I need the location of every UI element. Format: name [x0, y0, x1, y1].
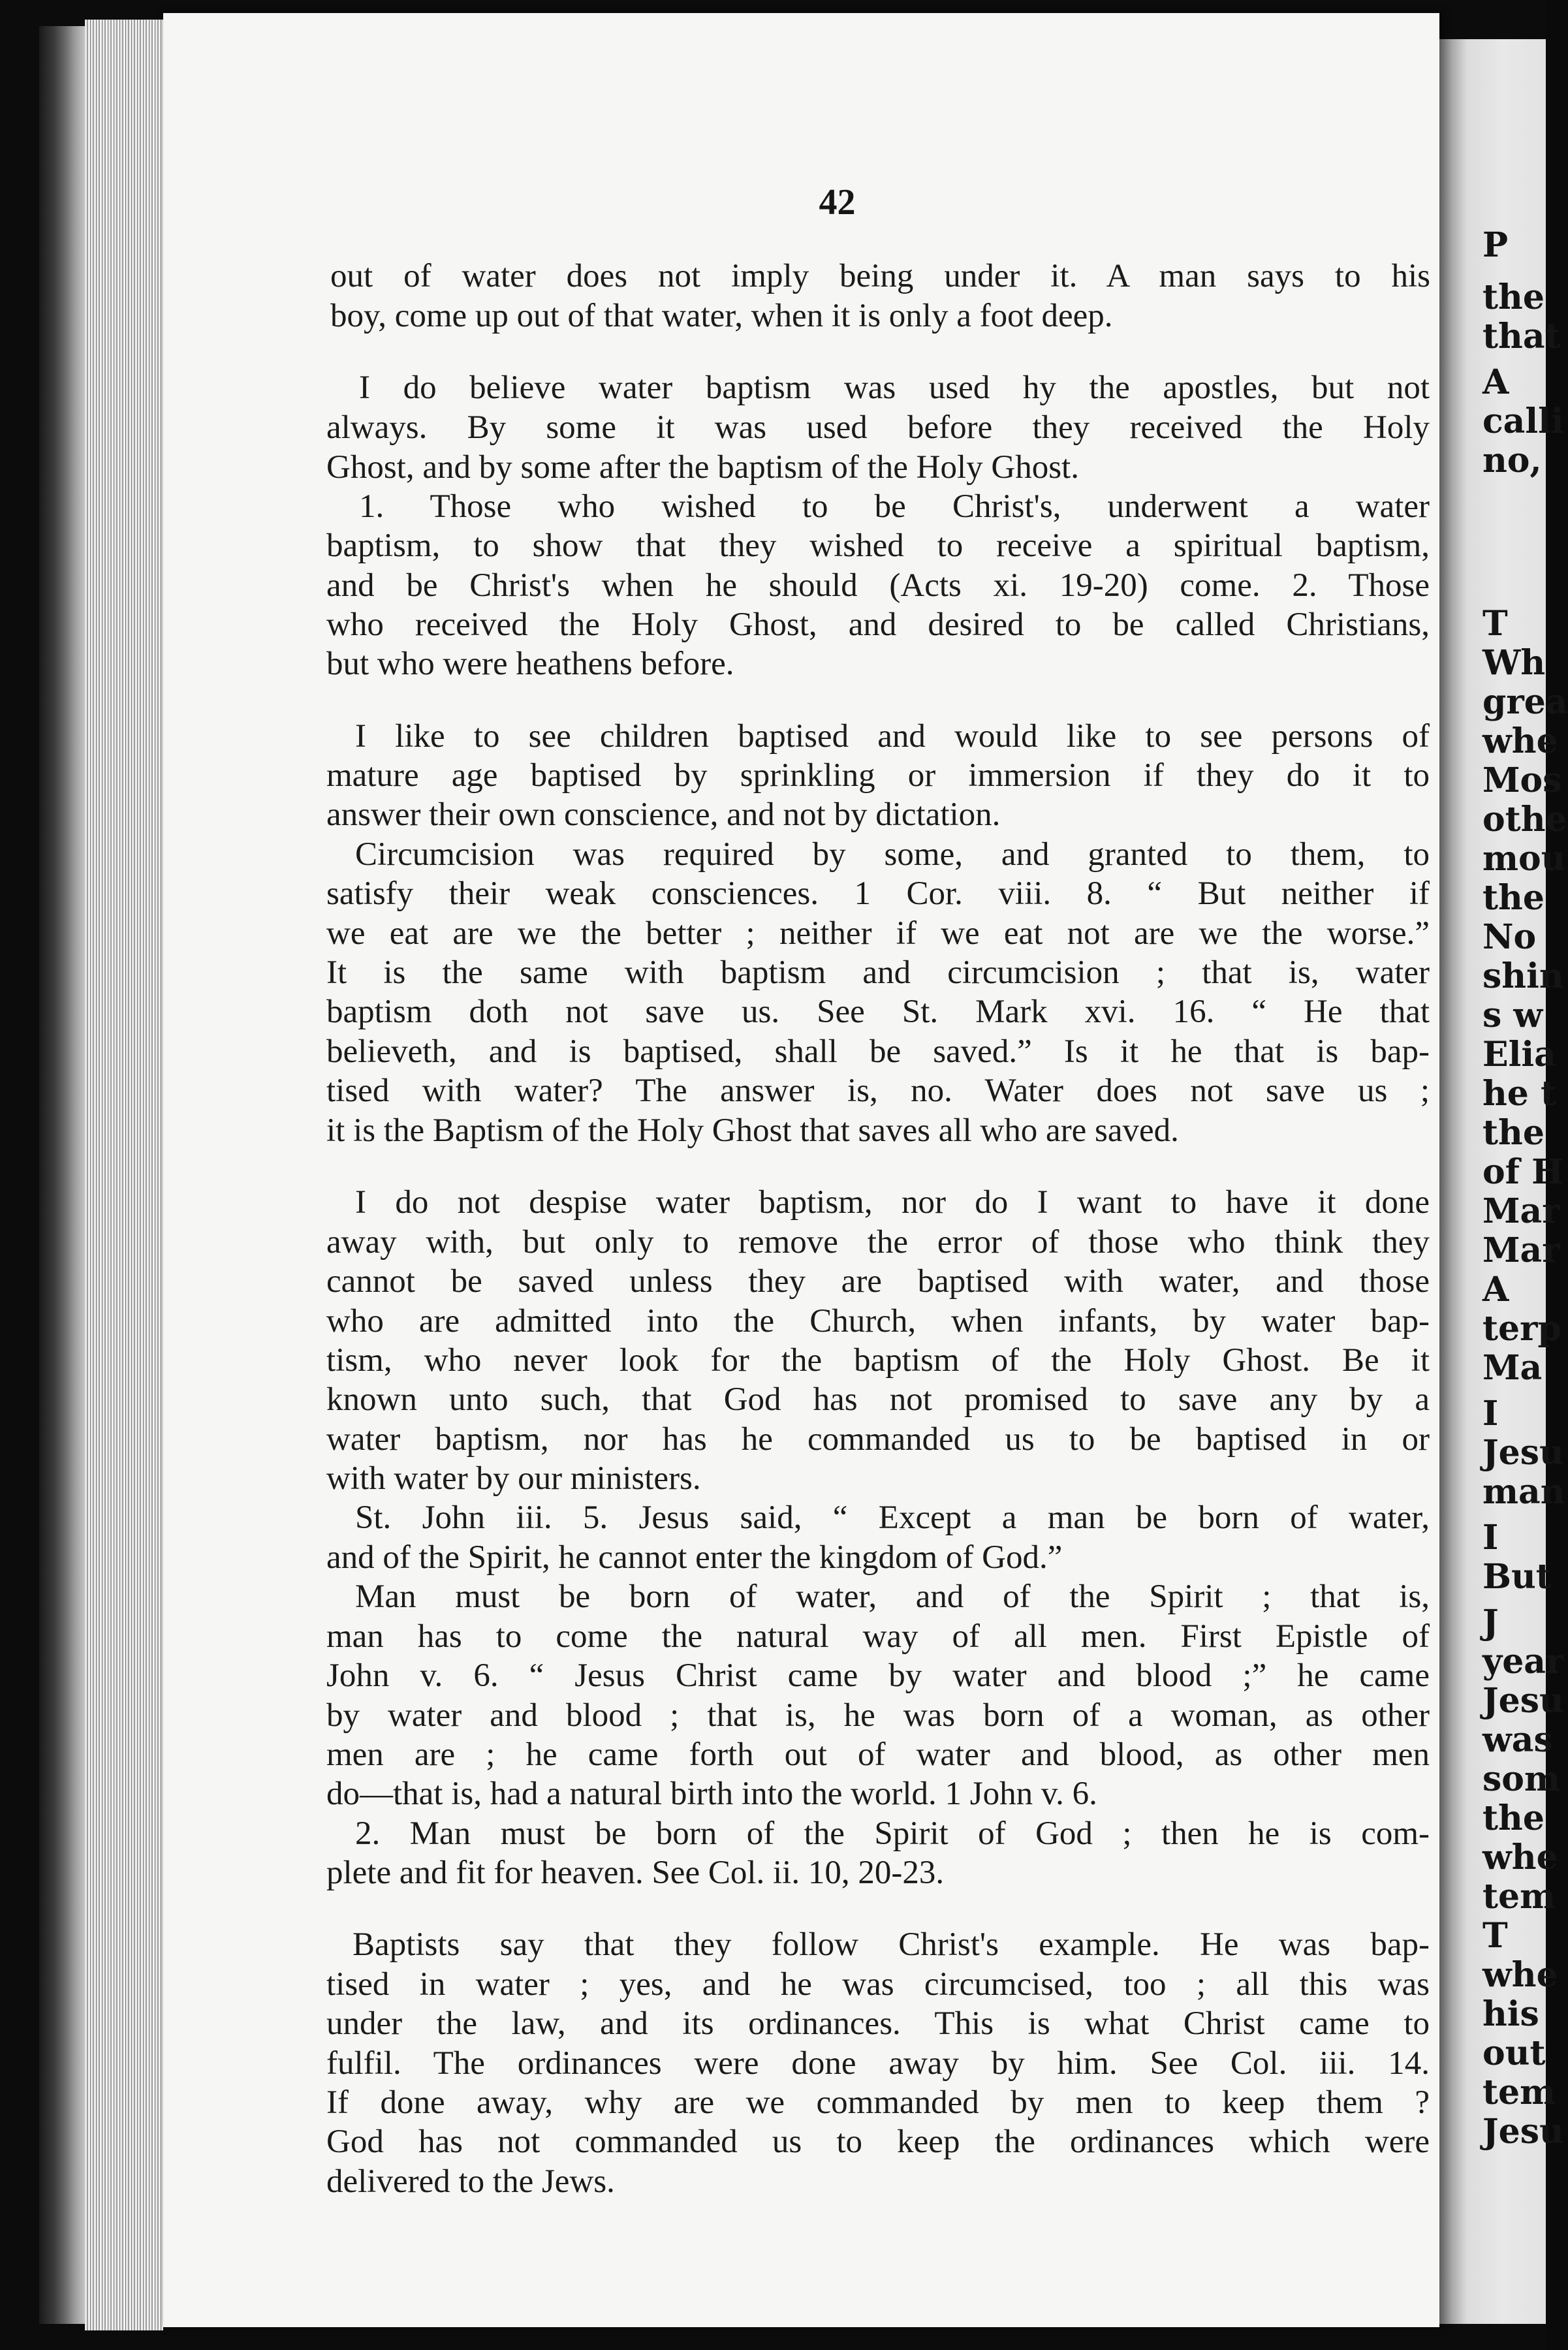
adjacent-page-text-fragment: calli	[1482, 401, 1564, 441]
text-line: 2. Man must be born of the Spirit of God ; then he is com-	[355, 1815, 1430, 1852]
adjacent-page-text-fragment: was	[1482, 1720, 1553, 1760]
text-line: plete and fit for heaven. See Col. ii. 10, 20-23.	[326, 1855, 945, 1891]
adjacent-page-text-fragment: shin	[1482, 956, 1564, 996]
adjacent-page-text-fragment: A	[1482, 362, 1509, 402]
adjacent-page-text-fragment: the	[1482, 277, 1544, 317]
text-line: I like to see children baptised and would like to see persons of	[355, 718, 1430, 755]
adjacent-page-text-fragment: no,	[1482, 441, 1542, 480]
text-line: mature age baptised by sprinkling or immersion if they do it to	[326, 757, 1430, 794]
adjacent-page-text-fragment: whe	[1482, 1838, 1558, 1877]
text-line: by water and blood ; that is, he was born of a woman, as other	[326, 1697, 1430, 1734]
book-page	[163, 13, 1439, 2327]
adjacent-page-text-fragment: othe	[1482, 800, 1567, 839]
text-line: but who were heathens before.	[326, 646, 734, 682]
adjacent-page-text-fragment: the	[1482, 1798, 1544, 1838]
adjacent-page-text-fragment: Elia	[1482, 1035, 1556, 1074]
adjacent-page-text-fragment: J	[1482, 1603, 1499, 1642]
adjacent-page-text-fragment: P	[1482, 225, 1509, 265]
adjacent-page-text-fragment: I	[1482, 1394, 1499, 1434]
text-line: baptism, to show that they wished to receive a spiritual baptism,	[326, 527, 1430, 564]
text-line: tised in water ; yes, and he was circumcised, too ; all this was	[326, 1966, 1430, 2003]
text-line: Baptists say that they follow Christ's example. He was bap-	[353, 1926, 1430, 1963]
adjacent-page-text-fragment: grea	[1482, 682, 1568, 722]
page-body-text	[163, 13, 1439, 2327]
adjacent-page-text-fragment: s w	[1482, 995, 1543, 1035]
adjacent-page-text-fragment: out	[1482, 2033, 1546, 2073]
text-line: men are ; he came forth out of water and blood, as other men	[326, 1736, 1430, 1773]
adjacent-page-text-fragment: year	[1482, 1642, 1564, 1682]
text-line: 1. Those who wished to be Christ's, underwent a water	[359, 488, 1430, 525]
text-line: with water by our ministers.	[326, 1460, 701, 1497]
adjacent-page-text-fragment: som	[1482, 1759, 1560, 1799]
adjacent-page-text-fragment: Mos	[1482, 760, 1562, 800]
text-line: boy, come up out of that water, when it is only a foot deep.	[330, 298, 1113, 334]
text-line: fulfil. The ordinances were done away by him. See Col. iii. 14.	[326, 2045, 1430, 2082]
adjacent-page-text-fragment: But	[1482, 1557, 1552, 1597]
text-line: delivered to the Jews.	[326, 2163, 615, 2200]
text-line: Ghost, and by some after the baptism of the Holy Ghost.	[326, 449, 1079, 486]
text-line: do—that is, had a natural birth into the world. 1 John v. 6.	[326, 1776, 1097, 1812]
text-line: tised with water? The answer is, no. Water does not save us ;	[326, 1073, 1430, 1109]
text-line: satisfy their weak consciences. 1 Cor. viii. 8. “ But neither if	[326, 875, 1430, 912]
text-line: we eat are we the better ; neither if we eat not are we the worse.”	[326, 915, 1430, 952]
text-line: God has not commanded us to keep the ordinances which were	[326, 2123, 1430, 2160]
adjacent-page-text-fragment: T	[1482, 1916, 1508, 1956]
adjacent-page-text-fragment: whe	[1482, 1955, 1558, 1995]
text-line: known unto such, that God has not promised to save any by a	[326, 1381, 1430, 1418]
adjacent-page-text-fragment: whe	[1482, 721, 1558, 761]
adjacent-page-text-fragment: terp	[1482, 1309, 1561, 1349]
text-line: It is the same with baptism and circumcision ; that is, water	[326, 954, 1430, 991]
adjacent-page-text-fragment: A	[1482, 1270, 1509, 1309]
text-line: water baptism, nor has he commanded us to be baptised in or	[326, 1421, 1430, 1458]
text-line: away with, but only to remove the error of those who think they	[326, 1224, 1430, 1261]
text-line: I do not despise water baptism, nor do I want to have it done	[355, 1184, 1430, 1221]
adjacent-page-text-fragment: tem	[1482, 2073, 1556, 2112]
text-line: If done away, why are we commanded by men to keep them ?	[326, 2084, 1430, 2121]
text-line: baptism doth not save us. See St. Mark xvi. 16. “ He that	[326, 994, 1430, 1030]
text-line: under the law, and its ordinances. This is what Christ came to	[326, 2005, 1430, 2042]
text-line: cannot be saved unless they are baptised with water, and those	[326, 1263, 1430, 1300]
text-line: always. By some it was used before they received the Holy	[326, 409, 1430, 446]
text-line: man has to come the natural way of all men. First Epistle of	[326, 1618, 1430, 1655]
text-line: out of water does not imply being under it. A man says to his	[330, 258, 1430, 294]
page-number: 42	[819, 182, 856, 223]
adjacent-page-text-fragment: Mar	[1482, 1191, 1560, 1231]
text-line: Man must be born of water, and of the Spirit ; that is,	[355, 1578, 1430, 1615]
adjacent-page-text-fragment: Wh	[1482, 643, 1546, 683]
text-line: John v. 6. “ Jesus Christ came by water and blood ;” he came	[326, 1657, 1430, 1694]
adjacent-page-text-fragment: T	[1482, 604, 1508, 644]
text-line: answer their own conscience, and not by dictation.	[326, 796, 1001, 833]
text-line: and be Christ's when he should (Acts xi. 19-20) come. 2. Those	[326, 567, 1430, 604]
text-line: who received the Holy Ghost, and desired to be called Christians,	[326, 606, 1430, 643]
adjacent-page-text-fragment: the	[1482, 878, 1544, 918]
adjacent-page-text-fragment: man	[1482, 1472, 1565, 1512]
text-line: and of the Spirit, he cannot enter the kingdom of God.”	[326, 1539, 1063, 1576]
adjacent-page-text-fragment: Jesu	[1482, 1433, 1564, 1473]
adjacent-page-text-fragment: mou	[1482, 839, 1566, 879]
adjacent-page-text-fragment: tem	[1482, 1877, 1556, 1917]
text-line: Circumcision was required by some, and granted to them, to	[355, 836, 1430, 873]
adjacent-page-text-fragment: he t	[1482, 1074, 1557, 1114]
adjacent-page-text-fragment: Jesu	[1482, 2112, 1564, 2152]
adjacent-page-text-fragment: I	[1482, 1518, 1499, 1558]
adjacent-page-text-fragment: Jesu	[1482, 1681, 1564, 1721]
adjacent-page-text-fragment: his	[1482, 1994, 1539, 2034]
adjacent-page-text-fragment: the	[1482, 1113, 1544, 1153]
adjacent-page-text-fragment: of H	[1482, 1152, 1564, 1192]
adjacent-page-text-fragment: No	[1482, 917, 1537, 957]
text-line: St. John iii. 5. Jesus said, “ Except a man be born of water,	[355, 1499, 1430, 1536]
text-line: tism, who never look for the baptism of the Holy Ghost. Be it	[326, 1342, 1430, 1379]
adjacent-page-text-fragment: Mar	[1482, 1230, 1560, 1270]
text-line: it is the Baptism of the Holy Ghost that saves all who are saved.	[326, 1112, 1179, 1149]
adjacent-page-text-fragment: Ma	[1482, 1348, 1543, 1388]
text-line: believeth, and is baptised, shall be saved.” Is it he that is bap-	[326, 1033, 1430, 1070]
page-edges	[85, 20, 163, 2330]
adjacent-page-text-fragment: that	[1482, 317, 1561, 356]
text-line: who are admitted into the Church, when infants, by water bap-	[326, 1303, 1430, 1340]
adjacent-page-edge	[1439, 39, 1568, 2324]
text-line: I do believe water baptism was used hy the apostles, but not	[359, 369, 1430, 406]
